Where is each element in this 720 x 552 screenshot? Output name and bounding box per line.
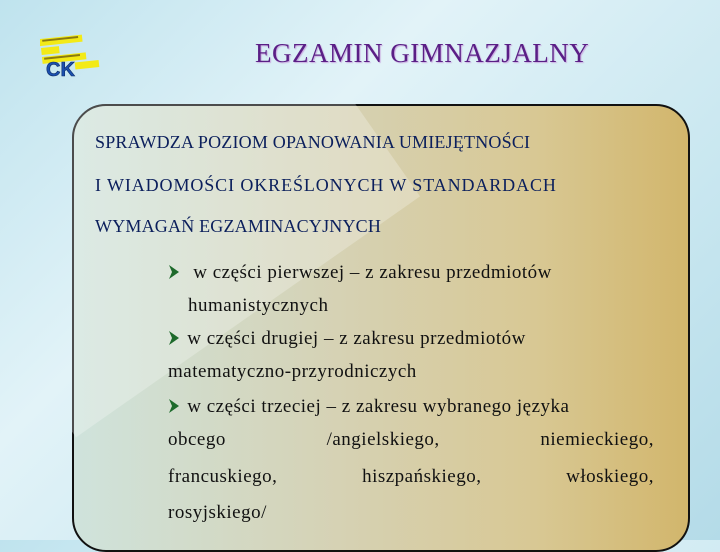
- list-item-2-line-1: w części drugiej – z zakresu przedmiotów: [187, 328, 526, 349]
- list-item-1-line-1: w części pierwszej – z zakresu przedmiotów: [193, 262, 552, 283]
- list-item-1-continuation: [188, 295, 654, 325]
- list-item-2-line-2: matematyczno-przyrodniczych: [168, 361, 417, 382]
- list-item-3-word: niemieckiego,: [540, 429, 654, 450]
- intro-line-3: WYMAGAŃ EGZAMINACYJNYCH: [95, 216, 382, 236]
- list-item-3-line-1: w części trzeciej – z zakresu wybranego języka: [187, 396, 570, 417]
- list-item-3: [168, 396, 654, 426]
- list-item-3-word: francuskiego,: [168, 466, 278, 487]
- intro-line-2: I WIADOMOŚCI OKREŚLONYCH W STANDARDACH: [95, 175, 557, 195]
- arrow-bullet-icon: [168, 398, 180, 414]
- list-item-3-word: włoskiego,: [566, 466, 654, 487]
- list-item-1: [168, 262, 654, 292]
- list-item-1-line-2: humanistycznych: [188, 295, 329, 316]
- list-item-3-line-3: [168, 466, 654, 496]
- list-item-3-last: rosyjskiego/: [168, 502, 267, 523]
- page-title: EGZAMIN GIMNAZJALNY: [255, 38, 590, 68]
- logo-initials: CK: [46, 59, 75, 80]
- list-item-3-word: obcego: [168, 429, 226, 450]
- list-item-2-continuation: [168, 361, 654, 391]
- arrow-bullet-icon: [168, 264, 180, 280]
- list-item-3-word: /angielskiego,: [326, 429, 440, 450]
- list-item-3-line-4: [168, 502, 654, 532]
- list-item-3-word: hiszpańskiego,: [362, 466, 482, 487]
- cke-logo-icon: [40, 32, 100, 80]
- list-item-3-line-2: [168, 429, 654, 459]
- list-item-2: [168, 328, 654, 358]
- arrow-bullet-icon: [168, 330, 180, 346]
- intro-line-1: SPRAWDZA POZIOM OPANOWANIA UMIEJĘTNOŚCI: [95, 132, 531, 152]
